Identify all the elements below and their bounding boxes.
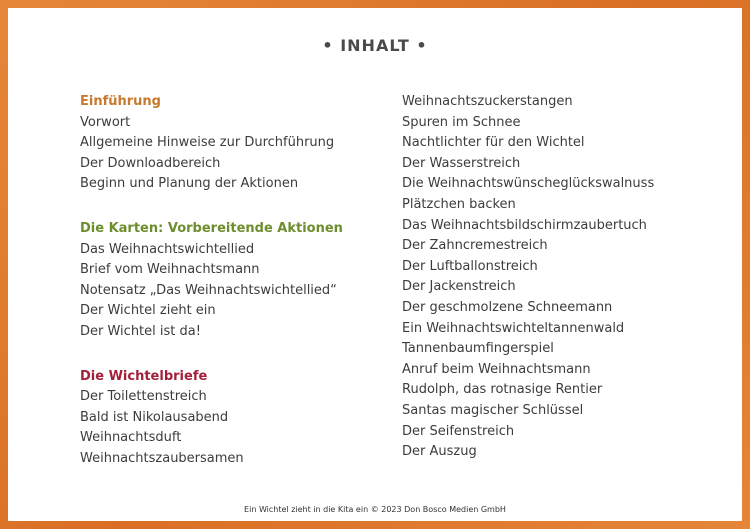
toc-entry: Weihnachtszaubersamen bbox=[80, 450, 244, 466]
toc-entry: Plätzchen backen bbox=[402, 196, 516, 212]
toc-entry: Der Luftballonstreich bbox=[402, 258, 538, 274]
section-heading-einfuehrung: Einführung bbox=[80, 94, 161, 109]
toc-entry: Der Wasserstreich bbox=[402, 155, 521, 171]
toc-entry: Allgemeine Hinweise zur Durchführung bbox=[80, 135, 335, 151]
toc-entry: Beginn und Planung der Aktionen bbox=[80, 176, 299, 192]
toc-entry: Spuren im Schnee bbox=[402, 114, 521, 130]
toc-entry: Tannenbaumfingerspiel bbox=[402, 341, 554, 357]
toc-entry: Bald ist Nikolausabend bbox=[80, 409, 229, 425]
toc-entry: Santas magischer Schlüssel bbox=[402, 402, 584, 418]
toc-entry: Weihnachtsduft bbox=[80, 430, 182, 446]
toc-entry: Weihnachtszuckerstangen bbox=[402, 94, 573, 109]
toc-entry: Rudolph, das rotnasige Rentier bbox=[402, 382, 603, 398]
toc-entry: Der Downloadbereich bbox=[80, 155, 221, 171]
toc-right-column bbox=[402, 92, 654, 463]
toc-entry: Nachtlichter für den Wichtel bbox=[402, 135, 585, 151]
document-page bbox=[8, 8, 742, 521]
toc-entry: Der Zahncremestreich bbox=[402, 238, 548, 254]
toc-entry: Die Weihnachtswünscheglückswalnuss bbox=[402, 176, 655, 192]
page-title: • INHALT • bbox=[322, 36, 428, 55]
toc-entry: Brief vom Weihnachtsmann bbox=[80, 262, 260, 278]
section-heading-karten: Die Karten: Vorbereitende Aktionen bbox=[80, 220, 343, 236]
toc-entry: Das Weihnachtsbildschirmzaubertuch bbox=[402, 217, 647, 233]
toc-entry: Der geschmolzene Schneemann bbox=[402, 299, 613, 315]
toc-entry: Der Jackenstreich bbox=[402, 279, 516, 295]
toc-entry: Der Auszug bbox=[402, 444, 477, 460]
toc-entry: Der Wichtel zieht ein bbox=[80, 303, 216, 319]
toc-entry: Anruf beim Weihnachtsmann bbox=[402, 361, 591, 377]
section-heading-wichtelbriefe: Die Wichtelbriefe bbox=[80, 368, 208, 384]
toc-entry: Der Wichtel ist da! bbox=[80, 323, 201, 339]
toc-entry: Der Toilettenstreich bbox=[80, 389, 207, 405]
toc-entry: Das Weihnachtswichtellied bbox=[80, 241, 255, 257]
toc-entry: Vorwort bbox=[80, 114, 131, 130]
toc-entry: Notensatz „Das Weihnachtswichtellied“ bbox=[80, 282, 337, 298]
toc-entry: Ein Weihnachtswichteltannenwald bbox=[402, 320, 625, 336]
toc-left-column bbox=[80, 92, 343, 470]
toc-entry: Der Seifenstreich bbox=[402, 423, 515, 439]
copyright-footer: Ein Wichtel zieht in die Kita ein © 2023 Don Bosco Medien GmbH bbox=[244, 505, 506, 514]
